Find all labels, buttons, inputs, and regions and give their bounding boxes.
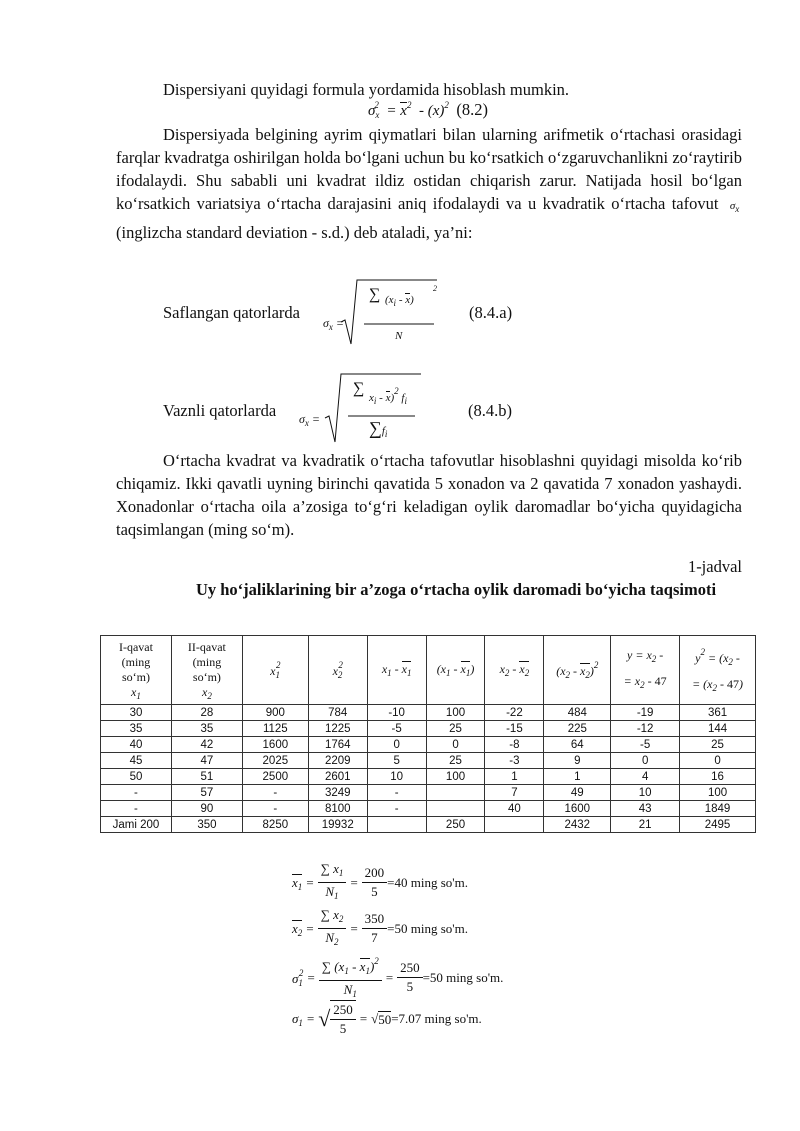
table-cell: 43 (611, 801, 680, 817)
table-cell: 25 (426, 721, 485, 737)
table-cell: 10 (367, 769, 426, 785)
table-cell: 47 (171, 753, 242, 769)
table-cell: 1 (485, 769, 544, 785)
table-cell: 0 (680, 753, 756, 769)
table-cell: 1225 (308, 721, 367, 737)
table-cell: 100 (426, 769, 485, 785)
header-y-squared: $y^2 = (x_2$ - = $(x_2 - 47)$ (680, 636, 756, 705)
table-cell: 90 (171, 801, 242, 817)
table-cell: 2500 (242, 769, 308, 785)
table-cell: 7 (485, 785, 544, 801)
table-cell: 19932 (308, 817, 367, 833)
table-cell: -5 (367, 721, 426, 737)
table-cell: - (242, 785, 308, 801)
table-cell (426, 785, 485, 801)
table-cell: 8250 (242, 817, 308, 833)
table-cell (485, 817, 544, 833)
table-label: 1-jadval (687, 557, 742, 576)
table-cell: - (101, 785, 172, 801)
header-x1-deviation: $x_1 - x_1$ (367, 636, 426, 705)
calc-mean-x2: $x_2$ = ∑ $x_2$ $N_2$ = $\frac{350}{7}$ =50 ming so'm. (292, 907, 468, 947)
table-cell: 1600 (242, 737, 308, 753)
table-cell: 1600 (544, 801, 611, 817)
table-row (101, 769, 756, 785)
table-cell: - (242, 801, 308, 817)
table-cell: 28 (171, 705, 242, 721)
table-row (101, 801, 756, 817)
table-cell: 1125 (242, 721, 308, 737)
table-cell: 250 (426, 817, 485, 833)
table-cell: -3 (485, 753, 544, 769)
table-cell: 42 (171, 737, 242, 753)
table-cell: 25 (426, 753, 485, 769)
table-cell: - (367, 801, 426, 817)
table-cell: -5 (611, 737, 680, 753)
table-cell: 40 (101, 737, 172, 753)
header-x1-deviation-squared: $(x_1 - x_1)$ (426, 636, 485, 705)
table-row (101, 753, 756, 769)
calc-mean-x1: $x_1$ = ∑ $x_1$ $N_1$ = $\frac{200}{5}$ =40 ming so'm. (292, 861, 468, 901)
table-cell: -15 (485, 721, 544, 737)
calc-variance: $\sigma_1^2$ = ∑ $(x_1 - x_1)^2$ $N_1$ = $\frac{250}{5}$ =50 ming so'm. (292, 952, 503, 1003)
table-cell: -8 (485, 737, 544, 753)
paragraph-deviation: Dispersiyada belgining ayrim qiymatlari bilan ularning arifmetik o‘rtachasi orasidagi farqlar kvadratga oshirilgan holda bo‘lgani uchun bu ko‘rsatkich o‘zgaruvchanlikni zo‘raytirib ifodalaydi. Shu sababli uni kvadrat ildiz ostidan chiqarish zarur. Natijada hosil bo‘lgan ko‘rsatkich variatsiya o‘rtacha darajasini aniq ifodalaydi va u kvadratik o‘rtacha tafovut $\sigma_x$ (inglizcha standard deviation - s.d.) deb ataladi, ya’ni: (116, 125, 742, 242)
table-row (101, 737, 756, 753)
table-cell: 10 (611, 785, 680, 801)
table-cell: 16 (680, 769, 756, 785)
table-cell: 51 (171, 769, 242, 785)
table-cell: 2601 (308, 769, 367, 785)
table-cell: 900 (242, 705, 308, 721)
table-cell: -22 (485, 705, 544, 721)
header-x1-squared: $x_1^2$ (242, 636, 308, 705)
formula-8-4-b: Vaznli qatorlarda $\sigma_x$ = ∑ $x_i - x)^2$ $f_i$ $\sum f_i$ (8.4.b) (163, 372, 563, 444)
table-cell: 50 (101, 769, 172, 785)
table-cell: 49 (544, 785, 611, 801)
table-row (101, 705, 756, 721)
table-cell: 2025 (242, 753, 308, 769)
header-floor-2: II-qavat (ming so‘m) $x_2$ (171, 636, 242, 705)
table-row (101, 721, 756, 737)
table-cell: 21 (611, 817, 680, 833)
table-cell (367, 817, 426, 833)
table-cell: 225 (544, 721, 611, 737)
table-cell: -19 (611, 705, 680, 721)
table-cell: - (101, 801, 172, 817)
formula-8-2: $\sigma_x^2 = x^2 - (x)^2$ (8.2) (368, 100, 488, 120)
header-x2-deviation-squared: $(x_2 - x_2)^2$ (544, 636, 611, 705)
table-cell: 3249 (308, 785, 367, 801)
table-cell: 0 (367, 737, 426, 753)
table-cell: 1764 (308, 737, 367, 753)
table-cell: 484 (544, 705, 611, 721)
table-cell: 0 (426, 737, 485, 753)
header-y: $y = x_2$ - = $x_2 - 47$ (611, 636, 680, 705)
formula-number: (8.4.a) (469, 303, 513, 322)
table-cell: 100 (426, 705, 485, 721)
table-cell: -12 (611, 721, 680, 737)
formula-number: (8.2) (456, 100, 488, 119)
table-cell: 361 (680, 705, 756, 721)
table-header-row (101, 636, 756, 705)
table-cell: 784 (308, 705, 367, 721)
table-cell (426, 801, 485, 817)
table-cell: - (367, 785, 426, 801)
table-cell: 35 (171, 721, 242, 737)
formula-8-4-a: Saflangan qatorlarda $\sigma_x$ = ∑ $(x_i - x)$ 2 N (8.4.a) (163, 278, 563, 348)
table-cell: 9 (544, 753, 611, 769)
table-cell: 40 (485, 801, 544, 817)
header-x2-squared: $x_2^2$ (308, 636, 367, 705)
header-x2-deviation: $x_2 - x_2$ (485, 636, 544, 705)
table-title: Uy ho‘jaliklarining bir a’zoga o‘rtacha oylik daromadi bo‘yicha taqsimoti (195, 580, 717, 599)
table-cell: 30 (101, 705, 172, 721)
table-cell: 100 (680, 785, 756, 801)
table-cell: -10 (367, 705, 426, 721)
table-row (101, 817, 756, 833)
table-row (101, 785, 756, 801)
paragraph-example: O‘rtacha kvadrat va kvadratik o‘rtacha tafovutlar hisoblashni quyidagi misolda ko‘rib chiqamiz. Ikki qavatli uyning birinchi qavatida 5 xonadon va 2 qavatida 7 xonadon yashaydi. Xonadonlar o‘rtacha oila a’zosiga to‘g‘ri keladigan oylik daromadlar bo‘yicha quyidagicha taqsimlangan (ming so‘m). (116, 451, 742, 539)
table-cell: 35 (101, 721, 172, 737)
table-cell: 45 (101, 753, 172, 769)
table-cell: 350 (171, 817, 242, 833)
table-cell: 8100 (308, 801, 367, 817)
calc-std-deviation: $\sigma_1$ = √ $\frac{250}{5}$ = √ 50 =7.07 ming so'm. (292, 1002, 482, 1036)
table-cell: 144 (680, 721, 756, 737)
table-cell: 2495 (680, 817, 756, 833)
table-cell: Jami 200 (101, 817, 172, 833)
table-cell: 0 (611, 753, 680, 769)
header-floor-1: I-qavat (ming so‘m) $x_1$ (101, 636, 172, 705)
table-cell: 1 (544, 769, 611, 785)
intro-line: Dispersiyani quyidagi formula yordamida hisoblash mumkin. (163, 80, 570, 99)
income-table (100, 635, 756, 833)
table-cell: 4 (611, 769, 680, 785)
sqrt-sign (339, 278, 439, 346)
table-cell: 1849 (680, 801, 756, 817)
formula-number: (8.4.b) (468, 401, 512, 420)
table-cell: 64 (544, 737, 611, 753)
table-cell: 57 (171, 785, 242, 801)
table-cell: 2432 (544, 817, 611, 833)
table-cell: 5 (367, 753, 426, 769)
table-cell: 25 (680, 737, 756, 753)
table-cell: 2209 (308, 753, 367, 769)
